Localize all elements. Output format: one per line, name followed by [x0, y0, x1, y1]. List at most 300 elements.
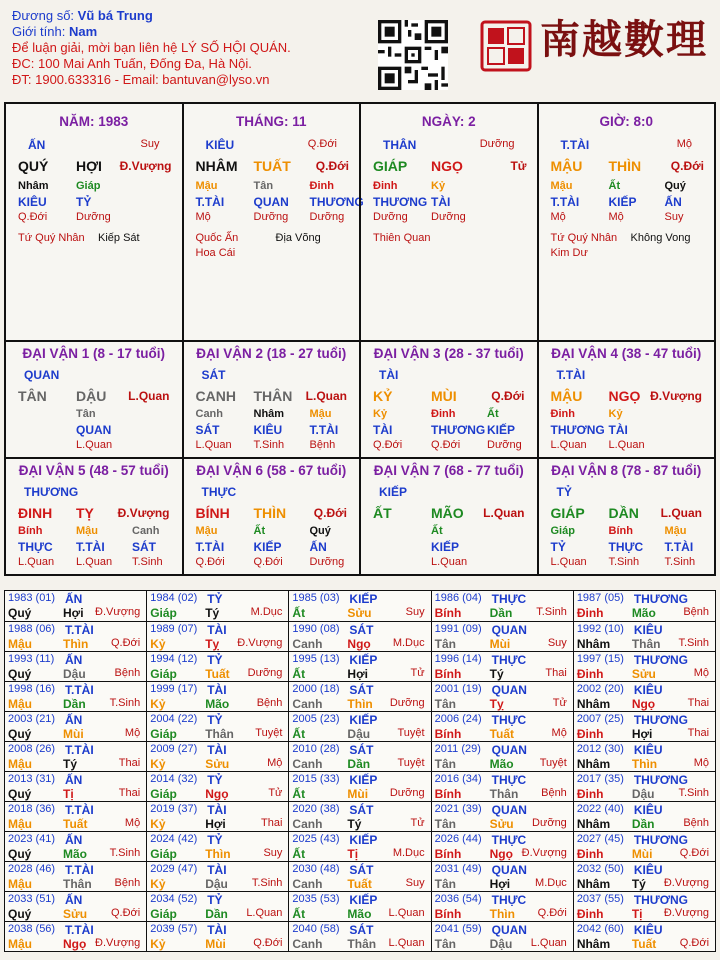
- year-row: [5, 801, 715, 831]
- annual-luck-table: [4, 590, 716, 952]
- year-chi: Thân: [63, 877, 92, 891]
- gender-value: Nam: [68, 24, 98, 39]
- year-label: 1988 (06): [8, 623, 56, 635]
- dai-van-hidden-phase: T.Sinh: [608, 556, 640, 568]
- year-chi: Tị: [63, 787, 74, 801]
- year-chi: Tị: [631, 907, 643, 921]
- chart-grid: [4, 102, 716, 576]
- dai-van-star: SÁT: [201, 368, 226, 382]
- year-cell: [573, 622, 715, 651]
- year-label: 2009 (27): [150, 743, 198, 755]
- year-can: Bính: [434, 847, 462, 861]
- dai-van-cell: [359, 342, 537, 457]
- year-label: 2015 (33): [292, 773, 340, 785]
- dai-van-hidden-phase: L.Quan: [550, 439, 587, 451]
- year-label: 1987 (05): [576, 592, 624, 604]
- pillar-row: [6, 104, 714, 340]
- year-cell: [146, 772, 288, 801]
- year-label: 2001 (19): [434, 683, 482, 695]
- dai-van-hidden-star: SÁT: [195, 423, 220, 437]
- year-phase: Bệnh: [114, 667, 141, 679]
- year-cell: [431, 591, 573, 621]
- year-cell: [146, 892, 288, 921]
- year-chi: Tị: [347, 847, 359, 861]
- year-can: Tân: [434, 817, 456, 831]
- year-can: Giáp: [150, 787, 177, 801]
- dai-van-row-1: [6, 340, 714, 457]
- year-label: 1984 (02): [150, 592, 198, 604]
- shensha-1: Tứ Quý Nhân: [18, 232, 85, 244]
- shensha-2: Địa Võng: [275, 232, 321, 244]
- year-chi: Hợi: [489, 877, 511, 891]
- pillar-chi: TUẤT: [253, 158, 291, 174]
- year-can: Nhâm: [576, 937, 611, 951]
- hidden-stem-phase: Mộ: [608, 211, 624, 223]
- year-star: THƯƠNG: [633, 713, 688, 727]
- dai-van-hidden-stem: Đinh: [431, 408, 456, 420]
- dai-van-cell: [537, 459, 715, 574]
- year-chi: Dậu: [631, 787, 655, 801]
- dai-van-can: KỶ: [373, 388, 393, 404]
- year-cell: [146, 682, 288, 711]
- year-star: TÀI: [207, 803, 227, 817]
- owner-label: Đương số:: [12, 8, 75, 23]
- year-phase: L.Quan: [388, 907, 425, 919]
- dai-van-hidden-phase: L.Quan: [550, 556, 587, 568]
- dai-van-hidden-star: T.TÀI: [664, 540, 694, 554]
- year-can: Đinh: [576, 907, 604, 921]
- year-star: KIẾP: [349, 833, 378, 847]
- year-phase: Q.Đới: [110, 637, 141, 649]
- year-star: QUAN: [491, 803, 527, 817]
- year-cell: [431, 862, 573, 891]
- dai-van-hidden-star: TÀI: [373, 423, 393, 437]
- dai-van-phase: Q.Đới: [313, 506, 347, 520]
- dai-van-can: ẤT: [373, 505, 392, 521]
- year-chi: Tỵ: [489, 697, 504, 711]
- hidden-stem-star: KIẾP: [608, 195, 637, 209]
- year-label: 1996 (14): [434, 653, 482, 665]
- dai-van-chi: TỴ: [76, 505, 94, 521]
- year-chi: Mùi: [205, 937, 226, 951]
- year-star: SÁT: [349, 803, 374, 817]
- year-chi: Tý: [205, 606, 220, 620]
- year-label: 2035 (53): [292, 893, 340, 905]
- year-chi: Dậu: [489, 937, 513, 951]
- year-phase: Đ.Vượng: [663, 907, 710, 919]
- dai-van-star: TÀI: [379, 368, 399, 382]
- dai-van-title: ĐẠI VẬN 2 (18 - 27 tuổi): [196, 346, 347, 361]
- dai-van-hidden-stem: Tân: [76, 408, 96, 420]
- year-cell: [288, 892, 430, 921]
- year-star: QUAN: [491, 743, 527, 757]
- dai-van-hidden-phase: Q.Đới: [253, 556, 283, 568]
- year-row: [5, 891, 715, 921]
- year-label: 1999 (17): [150, 683, 198, 695]
- dai-van-cell: [6, 459, 182, 574]
- year-star: TÀI: [207, 923, 227, 937]
- year-label: 1998 (16): [8, 683, 56, 695]
- hidden-stem-star: ẤN: [664, 195, 682, 209]
- year-star: QUAN: [491, 623, 527, 637]
- year-star: SÁT: [349, 683, 374, 697]
- year-can: Canh: [292, 937, 323, 951]
- year-cell: [431, 652, 573, 681]
- year-phase: Dưỡng: [247, 667, 283, 679]
- year-cell: [5, 591, 146, 621]
- year-cell: [573, 772, 715, 801]
- year-star: KIẾP: [349, 592, 378, 606]
- year-phase: Q.Đới: [679, 847, 710, 859]
- year-can: Kỷ: [150, 637, 166, 651]
- year-chi: Tuất: [63, 817, 88, 831]
- year-label: 2030 (48): [292, 863, 340, 875]
- year-star: KIÊU: [633, 683, 663, 697]
- dai-van-chi: THÂN: [253, 388, 293, 404]
- hidden-stem: Tân: [253, 180, 274, 192]
- year-star: SÁT: [349, 863, 374, 877]
- contact-phone-email: ĐT: 1900.633316 - Email: bantuvan@lyso.vn: [12, 72, 270, 87]
- year-label: 2038 (56): [8, 923, 56, 935]
- dai-van-star: THƯƠNG: [24, 485, 79, 499]
- dai-van-hidden-stem: Bính: [608, 525, 633, 537]
- year-can: Quý: [8, 787, 32, 801]
- year-phase: Thai: [545, 667, 567, 679]
- year-label: 2026 (44): [434, 833, 482, 845]
- year-can: Đinh: [576, 787, 604, 801]
- year-chi: Thìn: [347, 697, 373, 711]
- year-label: 1994 (12): [150, 653, 198, 665]
- year-label: 2021 (39): [434, 803, 482, 815]
- year-chi: Mão: [347, 907, 372, 921]
- year-can: Bính: [434, 907, 462, 921]
- dai-van-phase: Đ.Vượng: [650, 389, 702, 403]
- year-label: 2002 (20): [576, 683, 624, 695]
- year-star: KIÊU: [633, 743, 663, 757]
- hidden-stem: Đinh: [373, 180, 398, 192]
- year-chi: Ngọ: [489, 847, 513, 861]
- year-phase: Tuyệt: [539, 757, 567, 769]
- year-can: Mậu: [8, 697, 32, 711]
- year-phase: Thai: [261, 817, 283, 829]
- dai-van-title: ĐẠI VẬN 6 (58 - 67 tuổi): [196, 463, 347, 478]
- year-label: 2008 (26): [8, 743, 56, 755]
- year-chi: Tý: [347, 817, 362, 831]
- year-phase: Đ.Vượng: [237, 637, 283, 649]
- year-phase: Dưỡng: [389, 787, 425, 799]
- year-cell: [146, 862, 288, 891]
- year-phase: Mộ: [551, 727, 567, 739]
- year-star: THỰC: [491, 833, 527, 847]
- year-label: 1985 (03): [292, 592, 340, 604]
- dai-van-hidden-star: THƯƠNG: [550, 423, 605, 437]
- year-label: 2039 (57): [150, 923, 198, 935]
- year-phase: Suy: [405, 606, 425, 618]
- year-star: T.TÀI: [65, 743, 94, 757]
- pillar-can-star: ẤN: [28, 138, 46, 152]
- year-label: 2011 (29): [434, 743, 481, 755]
- year-can: Giáp: [150, 847, 177, 861]
- shensha-2: Kiếp Sát: [98, 232, 140, 244]
- year-star: ẤN: [65, 773, 83, 787]
- year-chi: Sửu: [347, 606, 372, 620]
- year-can: Nhâm: [576, 817, 611, 831]
- year-star: T.TÀI: [65, 683, 94, 697]
- year-label: 2019 (37): [150, 803, 198, 815]
- year-phase: Đ.Vượng: [95, 606, 141, 618]
- year-chi: Mùi: [347, 787, 369, 801]
- dai-van-hidden-star: TỶ: [550, 540, 566, 554]
- year-star: KIẾP: [349, 893, 378, 907]
- year-can: Mậu: [8, 817, 32, 831]
- year-star: SÁT: [349, 623, 374, 637]
- year-phase: T.Sinh: [109, 697, 141, 709]
- hidden-stem: Nhâm: [18, 180, 49, 192]
- hidden-stem-phase: Mộ: [195, 211, 211, 223]
- year-chi: Tuất: [347, 877, 372, 891]
- year-chi: Thân: [489, 787, 519, 801]
- year-label: 2010 (28): [292, 743, 340, 755]
- header-info: [12, 8, 372, 88]
- year-label: 1992 (10): [576, 623, 624, 635]
- dai-van-hidden-stem: Kỷ: [373, 408, 388, 420]
- year-phase: Mộ: [267, 757, 283, 769]
- dai-van-title: ĐẠI VẬN 3 (28 - 37 tuổi): [373, 346, 524, 361]
- pillar-chi-phase: Q.Đới: [315, 159, 349, 173]
- dai-van-hidden-stem: Ất: [431, 525, 443, 537]
- year-cell: [431, 682, 573, 711]
- year-can: Mậu: [8, 937, 32, 951]
- year-label: 1989 (07): [150, 623, 198, 635]
- year-chi: Mão: [205, 697, 230, 711]
- year-cell: [431, 922, 573, 951]
- dai-van-phase: Q.Đới: [491, 389, 525, 403]
- year-chi: Thìn: [63, 637, 89, 651]
- dai-van-hidden-phase: L.Quan: [608, 439, 645, 451]
- year-label: 2033 (51): [8, 893, 56, 905]
- year-can: Kỷ: [150, 817, 166, 831]
- year-phase: Tử: [410, 667, 425, 679]
- dai-van-star: QUAN: [24, 368, 60, 382]
- year-phase: L.Quan: [530, 937, 567, 949]
- qr-code-icon: [378, 20, 448, 90]
- year-can: Đinh: [576, 606, 604, 620]
- year-star: TÀI: [207, 623, 227, 637]
- dai-van-hidden-star: KIẾP: [253, 540, 282, 554]
- year-star: THỰC: [491, 773, 527, 787]
- year-star: ẤN: [65, 833, 83, 847]
- year-phase: Mộ: [124, 727, 141, 739]
- shensha-1: Quốc Ấn: [195, 232, 239, 244]
- dai-van-hidden-stem: Canh: [195, 408, 223, 420]
- dai-van-chi: DẦN: [608, 505, 639, 521]
- year-phase: M.Dục: [392, 637, 425, 649]
- year-star: KIÊU: [633, 923, 663, 937]
- year-cell: [573, 742, 715, 771]
- year-chi: Mùi: [489, 637, 511, 651]
- year-phase: Mộ: [693, 757, 710, 769]
- dai-van-hidden-phase: L.Quan: [76, 556, 113, 568]
- year-phase: T.Sinh: [678, 637, 710, 649]
- contact-address: ĐC: 100 Mai Anh Tuấn, Đống Đa, Hà Nội.: [12, 56, 252, 71]
- year-can: Đinh: [576, 727, 604, 741]
- year-star: ẤN: [65, 713, 83, 727]
- year-chi: Sửu: [63, 907, 88, 921]
- year-cell: [288, 832, 430, 861]
- year-can: Ất: [292, 667, 306, 681]
- red-seal-icon: [480, 20, 532, 72]
- year-cell: [146, 712, 288, 741]
- dai-van-star: THỰC: [201, 485, 237, 499]
- year-star: ẤN: [65, 653, 83, 667]
- dai-van-star: T.TÀI: [556, 368, 586, 382]
- dai-van-cell: [359, 459, 537, 574]
- dai-van-hidden-star: T.TÀI: [76, 540, 105, 554]
- hidden-stem-phase: Dưỡng: [309, 211, 345, 223]
- year-star: QUAN: [491, 863, 527, 877]
- year-can: Mậu: [8, 637, 32, 651]
- dai-van-chi: NGỌ: [608, 388, 641, 404]
- year-label: 2000 (18): [292, 683, 340, 695]
- dai-van-hidden-star: THỰC: [18, 540, 53, 554]
- hidden-stem-phase: Dưỡng: [431, 211, 466, 223]
- year-label: 2007 (25): [576, 713, 624, 725]
- year-star: SÁT: [349, 743, 374, 757]
- year-chi: Dần: [631, 817, 655, 831]
- year-label: 2024 (42): [150, 833, 198, 845]
- year-chi: Ngọ: [631, 697, 656, 711]
- year-cell: [5, 892, 146, 921]
- year-chi: Thìn: [489, 907, 515, 921]
- year-phase: T.Sinh: [109, 847, 141, 859]
- year-chi: Mùi: [63, 727, 84, 741]
- year-label: 2012 (30): [576, 743, 624, 755]
- year-can: Tân: [434, 637, 456, 651]
- year-star: ẤN: [65, 592, 83, 606]
- year-cell: [288, 922, 430, 951]
- hidden-stem-phase: Suy: [664, 211, 684, 223]
- year-cell: [5, 802, 146, 831]
- pillar-can-star: THÂN: [383, 138, 417, 152]
- year-star: KIẾP: [349, 713, 378, 727]
- year-chi: Hợi: [347, 667, 368, 681]
- year-cell: [288, 862, 430, 891]
- year-can: Kỷ: [150, 757, 166, 771]
- pillar-cell: [182, 104, 364, 340]
- year-star: KIẾP: [349, 773, 378, 787]
- year-can: Giáp: [150, 907, 177, 921]
- year-star: TỶ: [207, 592, 223, 606]
- year-star: SÁT: [349, 923, 374, 937]
- year-cell: [5, 682, 146, 711]
- year-can: Bính: [434, 667, 462, 681]
- year-chi: Dậu: [347, 727, 371, 741]
- year-can: Tân: [434, 877, 456, 891]
- hidden-stem-phase: Q.Đới: [18, 211, 48, 223]
- year-cell: [288, 742, 430, 771]
- dai-van-hidden-phase: Q.Đới: [431, 439, 461, 451]
- year-phase: Đ.Vượng: [521, 847, 567, 859]
- dai-van-phase: Đ.Vượng: [117, 506, 170, 520]
- year-label: 2003 (21): [8, 713, 56, 725]
- year-row: [5, 651, 715, 681]
- year-can: Ất: [292, 606, 306, 620]
- dai-van-phase: L.Quan: [305, 389, 347, 403]
- dai-van-hidden-phase: Q.Đới: [195, 556, 225, 568]
- dai-van-hidden-star: KIẾP: [431, 540, 460, 554]
- year-chi: Mão: [63, 847, 87, 861]
- hidden-stem-phase: Dưỡng: [373, 211, 408, 223]
- year-chi: Sửu: [489, 817, 514, 831]
- year-can: Ất: [292, 847, 306, 861]
- dai-van-hidden-star: THỰC: [608, 540, 644, 554]
- year-phase: Bệnh: [683, 606, 710, 618]
- year-cell: [431, 622, 573, 651]
- dai-van-hidden-stem: Đinh: [550, 408, 575, 420]
- hidden-stem-star: KIÊU: [18, 195, 47, 209]
- pillar-cell: [359, 104, 537, 340]
- year-chi: Dần: [347, 757, 371, 771]
- dai-van-chi: MÙI: [431, 388, 457, 404]
- dai-van-hidden-stem: Kỷ: [608, 408, 623, 420]
- dai-van-title: ĐẠI VẬN 5 (48 - 57 tuổi): [18, 463, 169, 478]
- year-star: TÀI: [207, 863, 227, 877]
- year-can: Giáp: [150, 727, 177, 741]
- year-phase: L.Quan: [246, 907, 283, 919]
- year-star: QUAN: [491, 923, 527, 937]
- year-chi: Thìn: [631, 757, 658, 771]
- year-can: Kỷ: [150, 697, 166, 711]
- year-cell: [431, 742, 573, 771]
- year-cell: [288, 652, 430, 681]
- year-chi: Hợi: [631, 727, 653, 741]
- year-phase: Dưỡng: [389, 697, 425, 709]
- year-cell: [431, 772, 573, 801]
- dai-van-phase: L.Quan: [483, 506, 525, 520]
- dai-van-star: TỶ: [556, 485, 572, 499]
- year-can: Kỷ: [150, 877, 166, 891]
- year-phase: Q.Đới: [679, 937, 710, 949]
- shensha-1: Tứ Quý Nhân: [550, 232, 618, 244]
- year-can: Ất: [292, 787, 306, 801]
- year-label: 2042 (60): [576, 923, 624, 935]
- year-can: Tân: [434, 757, 456, 771]
- dai-van-hidden-stem: Giáp: [550, 525, 575, 537]
- year-label: 2037 (55): [576, 893, 624, 905]
- dai-van-hidden-phase: T.Sinh: [253, 439, 285, 451]
- year-cell: [573, 682, 715, 711]
- dai-van-title: ĐẠI VẬN 7 (68 - 77 tuổi): [373, 463, 524, 478]
- year-cell: [573, 802, 715, 831]
- contact-invite: Để luận giải, mời bạn liên hệ LÝ SỐ HỘI QUÁN.: [12, 40, 291, 55]
- year-cell: [431, 892, 573, 921]
- year-star: KIÊU: [633, 863, 663, 877]
- year-cell: [288, 682, 430, 711]
- pillar-title: NGÀY: 2: [421, 114, 476, 129]
- pillar-chi: THÌN: [608, 158, 642, 174]
- shensha-2: Không Vong: [630, 232, 691, 244]
- year-cell: [431, 712, 573, 741]
- shensha-1: Thiên Quan: [373, 232, 431, 244]
- hidden-stem: Kỷ: [431, 180, 446, 192]
- dai-van-hidden-stem: Mậu: [309, 408, 332, 420]
- year-cell: [288, 591, 430, 621]
- year-phase: Dưỡng: [532, 817, 567, 829]
- year-chi: Ngọ: [63, 937, 87, 951]
- year-cell: [288, 802, 430, 831]
- pillar-can-star: T.TÀI: [560, 138, 590, 152]
- dai-van-hidden-stem: Nhâm: [253, 408, 285, 420]
